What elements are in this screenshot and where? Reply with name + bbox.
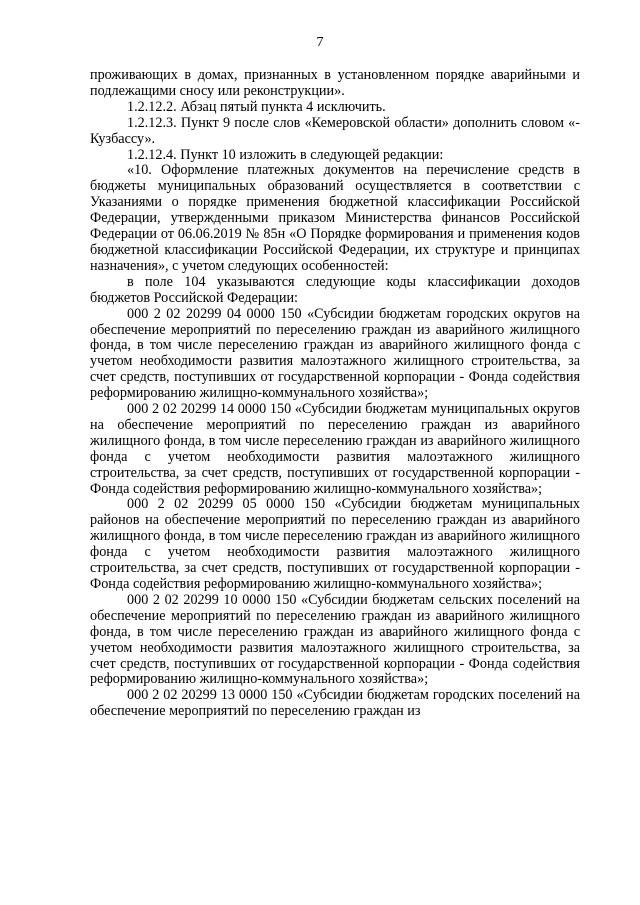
paragraph-code-municipal-regions: 000 2 02 20299 05 0000 150 «Субсидии бюджетам муниципальных районов на обеспечение мероприятий по переселению граждан из аварийного жилищного фонда, в том числе переселению граждан из аварийного жилищного фонда с учетом необходимости развития малоэтажного жилищного строительства, за счет средств, поступивших от государственной корпорации - Фонда содействия реформированию жилищно-коммунального хозяйства»; (90, 496, 580, 592)
paragraph-field-104: в поле 104 указываются следующие коды классификации доходов бюджетов Российской Федерации: (90, 273, 580, 306)
page-number: 7 (316, 35, 324, 50)
paragraph-code-urban-settlements: 000 2 02 20299 13 0000 150 «Субсидии бюджетам городских поселений на обеспечение мероприятий по переселению граждан из (90, 687, 580, 720)
paragraph-continuation: проживающих в домах, признанных в установленном порядке аварийными и подлежащими сносу или реконструкции». (90, 67, 580, 99)
paragraph-code-urban-districts: 000 2 02 20299 04 0000 150 «Субсидии бюджетам городских округов на обеспечение мероприятий по переселению граждан из аварийного жилищного фонда, в том числе переселению граждан из аварийного жилищного фонда с учетом необходимости развития малоэтажного жилищного строительства, за счет средств, поступивших от государственной корпорации - Фонда содействия реформированию жилищно-коммунального хозяйства»; (90, 305, 580, 402)
paragraph-code-rural-settlements: 000 2 02 20299 10 0000 150 «Субсидии бюджетам сельских поселений на обеспечение мероприятий по переселению граждан из аварийного жилищного фонда, в том числе переселению граждан из аварийного жилищного фонда с учетом необходимости развития малоэтажного жилищного строительства, за счет средств, поступивших от государственной корпорации - Фонда содействия реформированию жилищно-коммунального хозяйства»; (90, 591, 580, 688)
paragraph-1-2-12-3: 1.2.12.3. Пункт 9 после слов «Кемеровской области» дополнить словом «- Кузбассу». (90, 114, 580, 147)
paragraph-1-2-12-4: 1.2.12.4. Пункт 10 изложить в следующей редакции: (127, 146, 444, 163)
paragraph-item-10: «10. Оформление платежных документов на перечисление средств в бюджеты муниципальных образований осуществляется в соответствии с Указаниями о порядке применения бюджетной классификации Российской Федерации, утвержденными приказом Министерства финансов Российской Федерации от 06.06.2019 № 85н «О Порядке формирования и применения кодов бюджетной классификации Российской Федерации, их структуре и принципах назначения», с учетом следующих особенностей: (90, 162, 580, 274)
paragraph-code-municipal-districts: 000 2 02 20299 14 0000 150 «Субсидии бюджетам муниципальных округов на обеспечение мероприятий по переселению граждан из аварийного жилищного фонда, в том числе переселению граждан из аварийного жилищного фонда с учетом необходимости развития малоэтажного жилищного строительства, за счет средств, поступивших от государственной корпорации - Фонда содействия реформированию жилищно-коммунального хозяйства»; (90, 401, 580, 497)
paragraph-1-2-12-2: 1.2.12.2. Абзац пятый пункта 4 исключить. (127, 98, 386, 115)
document-body (90, 68, 580, 720)
